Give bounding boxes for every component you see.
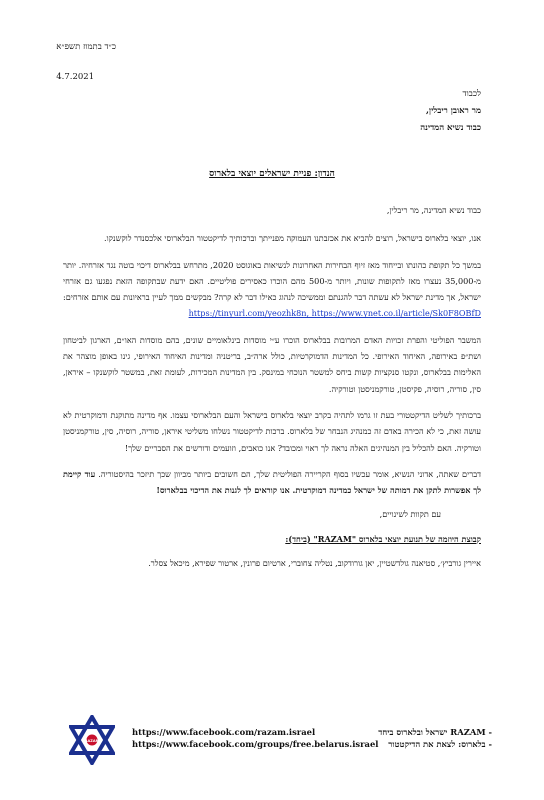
subject-line: הנדון: פניית ישראלים יוצאי בלארוס [209,169,335,179]
paragraph-3: המשבר הפוליטי והפרת זכויות האדם המרובות בבלארוס הוכרו ע״י מוסדות בינלאומיים שונים, בהם מוסדות האו״ם, הארגון לביטחון ושת״פ באירופה, האיחוד האירופי. כל המדינות הדמוקרטיות, כולל ארה״ב, בריטניה ומדינות האיחוד האירופי, גינו באופן מוצהר את האלימות בבלארוס, ונקטו סנקציות קשות ביחס למשטר הנוכחי במינסק. בין המדינות המכירות, לעומת זאת, במשטר לוקשנקו – איראן, סין, סוריה, רוסיה, פקיסטן, טורקמניסטן וטורקיה. [63,334,481,394]
hebrew-date: כ״ד בתמוז תשפ״א [56,42,116,52]
paragraph-2-links[interactable]: https://tinyurl.com/yeozhk8n, https://www.ynet.co.il/article/Sk0F8OBfD [188,308,481,319]
footer-url-2[interactable]: https://www.facebook.com/groups/free.belarus.israel [132,739,379,749]
footer-url-1[interactable]: https://www.facebook.com/razam.israel [132,727,316,737]
letter-body [63,202,481,581]
logo-text: RAZAM [84,739,100,743]
gregorian-date: 4.7.2021 [56,72,95,82]
footer-text-1: - RAZAM ישראל ובלארוס ביחד [378,727,492,737]
signature-title-text: קבוצת היוזמה של תנועת יוצאי בלארוס "RAZAM" (ביחד): [285,533,481,544]
paragraph-2 [63,257,481,322]
footer-text-2: - בלארוס: לצאת את הדיקטטור [388,739,492,749]
paragraph-4: ברכותיך לשליט הדיקטטורי בעת זו גרמו לתהיה בקרב יוצאי בלארוס בישראל והעם הבלארוסי עצמו. אף מדינה מתוקנת ודמוקרטית לא עושה זאת, כי לא הכירה באדם זה כמנהיג הנבחר של בלארוס. ברכות לדיקטטור נשלחו משליטי איראן, סוריה, רוסיה, סין, טורקמניסטן וטורקיה. האם להכליל בין המנהיגים האלה נראה לך ראוי ומכובד? אנו כואבים, וזועמים ודורשים את הסבריים שלך! [63,409,481,453]
paragraph-2-text: במשך כל תקופת כהונתו ובייחוד מאז זיוף הבחירות האחרונות לנשיאות באוגוסט 2020, מתרחש בבלארוס דיכוי בוטה נגד אזרחיה. יותר מ-35,000 נעצרו מאז לתקופות שונות, ויותר מ-500 מהם הוכרו כאסירים פוליטיים. האם ידעת שבתקופה הזאת נפגעו גם אזרחי ישראל, אך מדינת ישראל לא עשתה דבר להגנתם וממשיכה לנהוג כאילו דבר לא קרה? מבקשים ממך לעיין בראיונות עם אותם אזרחים: [63,259,481,303]
addressee-to: לכבוד [462,89,481,99]
signature-title [63,531,481,547]
footer-line-1 [132,727,492,737]
closing: עם תקוות לשינויים, [379,509,441,520]
addressee-name: מר ראובן ריבלין, [425,106,481,116]
paragraph-5 [63,466,481,499]
date-block [56,40,116,84]
paragraph-5-bold: עוד קיימת לך אפשרות לתקן את דמותה של ישראל כמדינה דמוקרטית. אנו קוראים לך לגנות את הדיכוי בבלארוס! [63,468,481,496]
razam-star-logo [69,715,115,765]
greeting: כבוד נשיא המדינה, מר ריבלין, [386,205,481,215]
paragraph-5-text: דברים שאתה, אדוני הנשיא, אומר עכשיו בסוף הקריירה הפוליטית שלך, הם חשובים ביותר מכיוון שכך תיזכר בהיסטוריה. [95,468,482,479]
paragraph-1: אנו, יוצאי בלארוס בישראל, רוצים להביא את אכזבתנו העמוקה מפנייתך וברכותיך לדיקטטור הבלארוסי אלכסנדר לוקשנקו. [104,233,481,244]
signatories: איירין גורביץ׳, סטיאנה גולדשטיין, יאן גורודקוב, נטליה צחוברי, ארטיום פרונין, ארטור שפירא, מיכאל צסלר. [148,558,481,569]
addressee-block [420,86,481,137]
footer-line-2 [132,739,492,749]
addressee-title: כבוד נשיא המדינה [420,123,481,133]
